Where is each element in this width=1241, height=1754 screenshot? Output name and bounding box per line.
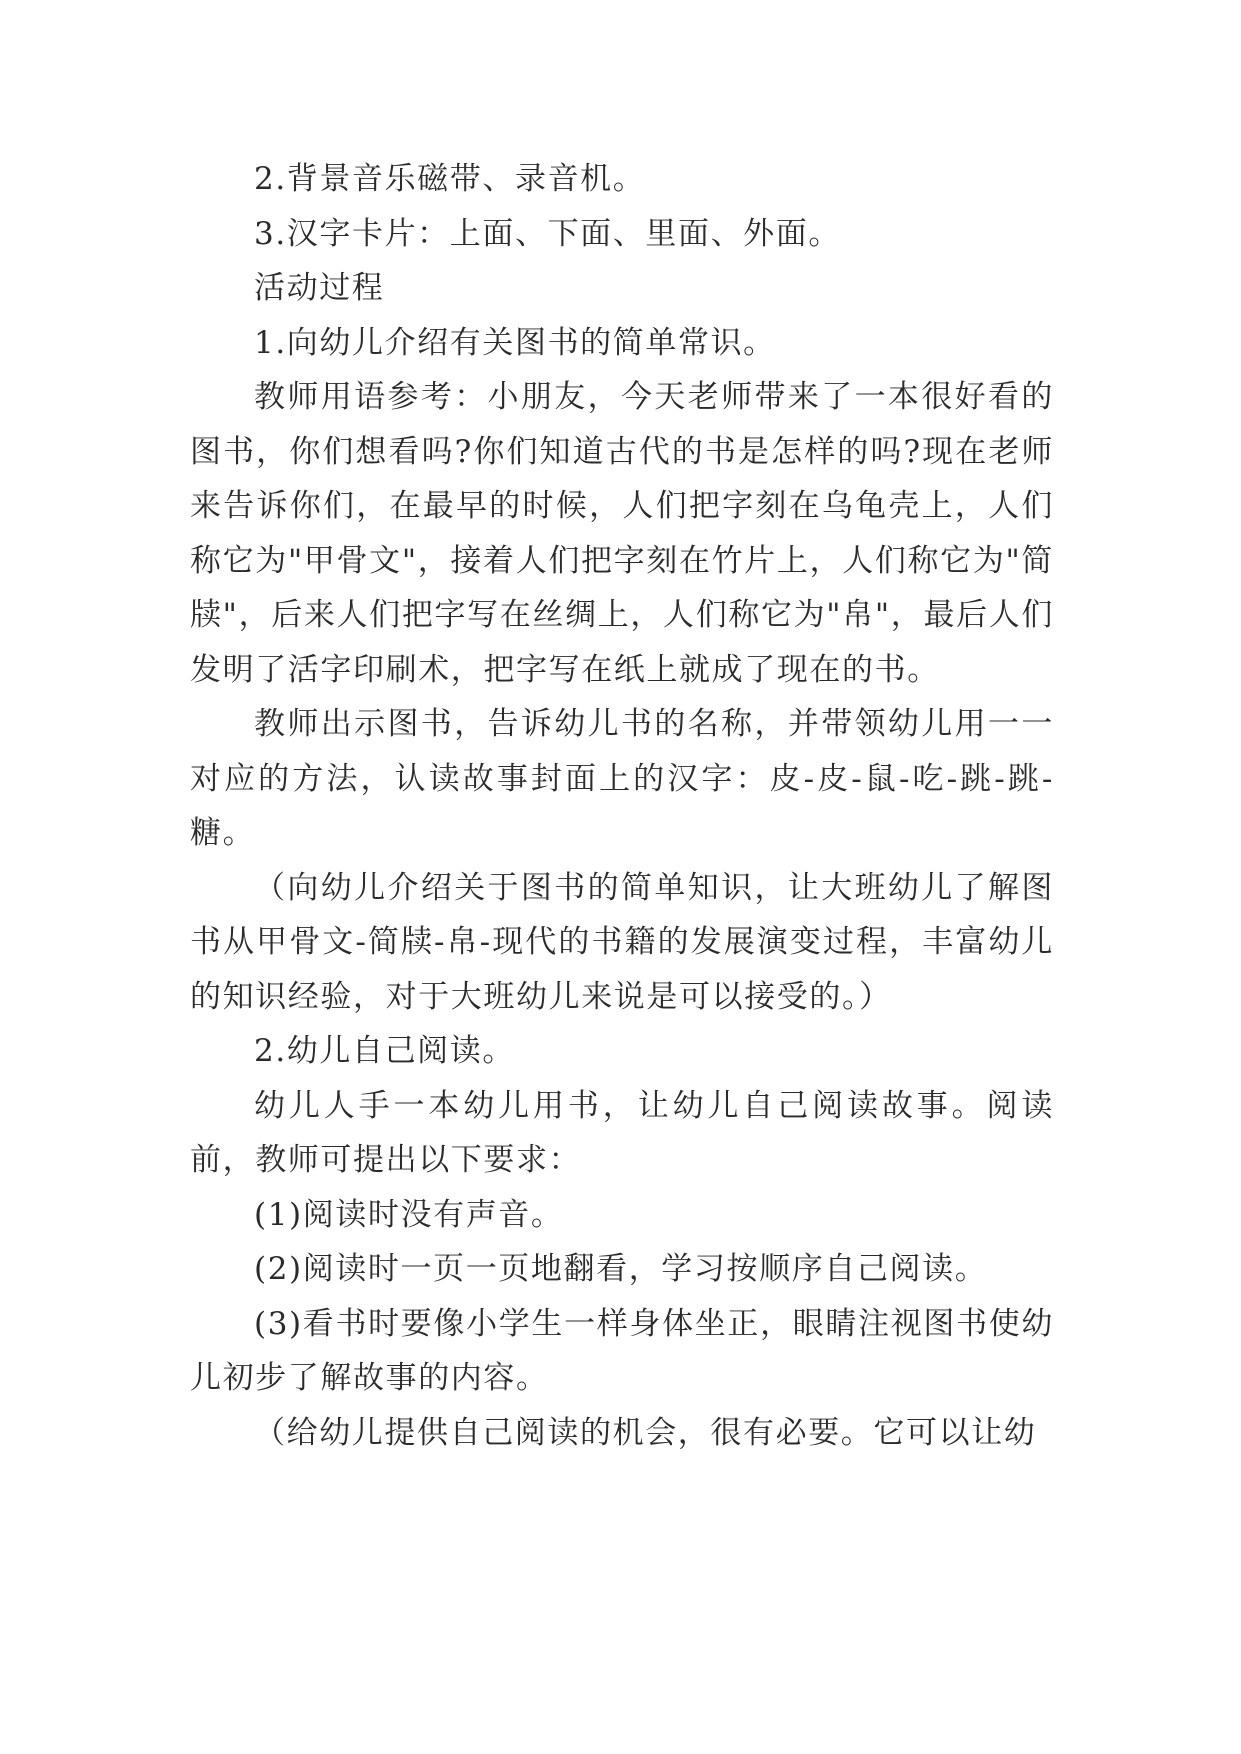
paragraph-step-1: 1.向幼儿介绍有关图书的简单常识。	[254, 324, 776, 361]
paragraph-step-2: 2.幼儿自己阅读。	[254, 1033, 515, 1069]
paragraph-materials-3: 3.汉字卡片：上面、下面、里面、外面。	[254, 215, 841, 252]
section-heading-activity-process: 活动过程	[254, 270, 385, 306]
paragraph-materials-2: 2.背景音乐磁带、录音机。	[254, 161, 646, 197]
list-item-requirement-3: (3)看书时要像小学生一样身体坐正，眼睛注视图书使幼儿初步了解故事的内容。	[190, 1305, 1054, 1396]
paragraph-teacher-script: 教师用语参考：小朋友，今天老师带来了一本很好看的图书，你们想看吗?你们知道古代的书是怎样的吗?现在老师来告诉你们，在最早的时候，人们把字刻在乌龟壳上，人们称它为"甲骨文"，接着人们把字刻在竹片上，人们称它为"简牍"，后来人们把字写在丝绸上，人们称它为"帛"，最后人们发明了活字印刷术，把字写在纸上就成了现在的书。	[190, 379, 1054, 688]
paragraph-note-1: （向幼儿介绍关于图书的简单知识，让大班幼儿了解图书从甲骨文-简牍-帛-现代的书籍的发展演变过程，丰富幼儿的知识经验，对于大班幼儿来说是可以接受的。）	[190, 869, 1054, 1015]
paragraph-note-2: （给幼儿提供自己阅读的机会，很有必要。它可以让幼	[254, 1414, 1037, 1451]
document-body	[190, 152, 1054, 1460]
list-item-requirement-2: (2)阅读时一页一页地翻看，学习按顺序自己阅读。	[254, 1251, 988, 1287]
list-item-requirement-1: (1)阅读时没有声音。	[254, 1196, 564, 1233]
paragraph-self-reading: 幼儿人手一本幼儿用书，让幼儿自己阅读故事。阅读前，教师可提出以下要求：	[190, 1087, 1054, 1178]
paragraph-show-book: 教师出示图书，告诉幼儿书的名称，并带领幼儿用一一对应的方法，认读故事封面上的汉字：皮-皮-鼠-吃-跳-跳-糖。	[190, 706, 1054, 851]
